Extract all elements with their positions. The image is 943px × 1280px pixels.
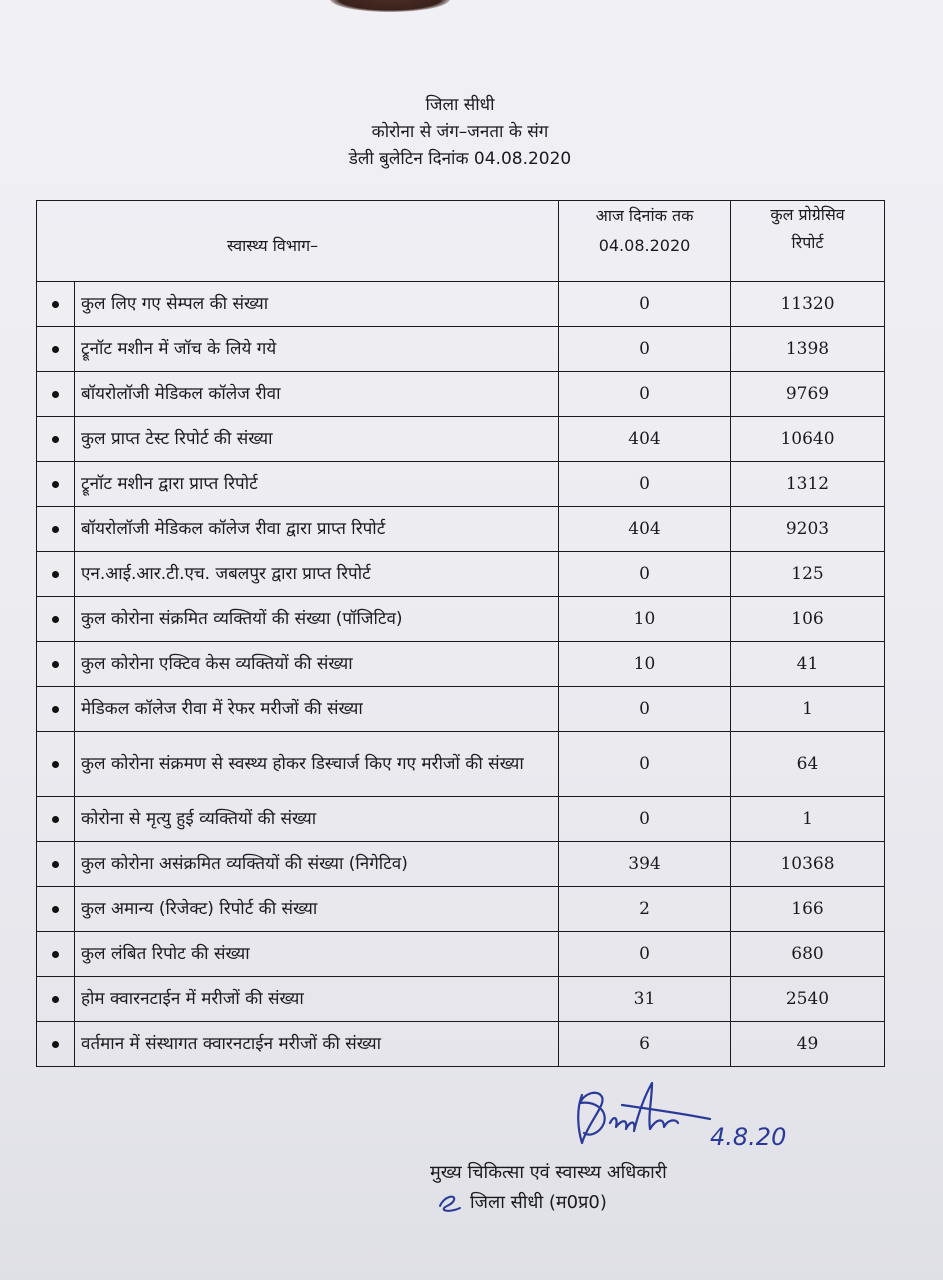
- bullet-cell: [37, 597, 75, 641]
- row-total-value: 49: [796, 1034, 819, 1054]
- row-label: होम क्वारनटाईन में मरीजों की संख्या: [75, 977, 559, 1021]
- table-row: [37, 597, 884, 642]
- row-today-value: 0: [559, 932, 731, 976]
- bullet-cell: [37, 507, 75, 551]
- bullet-icon: [52, 571, 59, 578]
- row-today-value: 31: [559, 977, 731, 1021]
- header-today-line1: आज दिनांक तक: [595, 206, 694, 225]
- row-total-value: 125: [791, 564, 824, 584]
- bullet-cell: [37, 372, 75, 416]
- bullet-cell: [37, 1022, 75, 1066]
- signature: [560, 1075, 830, 1165]
- bullet-icon: [52, 1041, 59, 1048]
- row-total-value: 10368: [780, 854, 835, 874]
- row-today-value: 0: [559, 687, 731, 731]
- bullet-icon: [52, 906, 59, 913]
- row-label: मेडिकल कॉलेज रीवा में रेफर मरीजों की संख्या: [75, 687, 559, 731]
- row-today-value: 404: [559, 507, 731, 551]
- table-row: [37, 372, 884, 417]
- signatory-place: जिला सीधी (म0प्र0): [470, 1192, 607, 1213]
- bullet-cell: [37, 887, 75, 931]
- row-total-value: 9203: [785, 519, 830, 539]
- row-total-value: 106: [791, 609, 824, 629]
- table-row: [37, 797, 884, 842]
- row-label: ट्रूनॉट मशीन में जॉच के लिये गये: [75, 327, 559, 371]
- campaign-slogan: कोरोना से जंग–जनता के संग: [371, 122, 549, 142]
- row-label: कुल अमान्य (रिजेक्ट) रिपोर्ट की संख्या: [75, 887, 559, 931]
- row-label: बॉयरोलॉजी मेडिकल कॉलेज रीवा: [75, 372, 559, 416]
- bullet-icon: [52, 951, 59, 958]
- bullet-icon: [52, 436, 59, 443]
- row-today-value: 10: [559, 642, 731, 686]
- row-label: कुल कोरोना संक्रमण से स्वस्थ्य होकर डिस्चार्ज किए गए मरीजों की संख्या: [75, 732, 559, 796]
- signature-date: 4.8.20: [710, 1123, 787, 1151]
- table-row: [37, 507, 884, 552]
- row-today-value: 2: [559, 887, 731, 931]
- table-row: [37, 327, 884, 372]
- signatory-block: [430, 1158, 667, 1218]
- row-today-value: 6: [559, 1022, 731, 1066]
- row-today-value: 0: [559, 462, 731, 506]
- row-today-value: 0: [559, 372, 731, 416]
- bullet-icon: [52, 301, 59, 308]
- bullet-icon: [52, 481, 59, 488]
- bullet-icon: [52, 996, 59, 1003]
- bullet-cell: [37, 282, 75, 326]
- row-label: कुल प्राप्त टेस्ट रिपोर्ट की संख्या: [75, 417, 559, 461]
- bullet-cell: [37, 977, 75, 1021]
- row-total-value: 41: [796, 654, 819, 674]
- initial-mark-icon: [434, 1190, 464, 1214]
- bullet-cell: [37, 842, 75, 886]
- header-today-line2: 04.08.2020: [598, 236, 691, 255]
- row-today-value: 0: [559, 797, 731, 841]
- bullet-cell: [37, 732, 75, 796]
- row-label: कोरोना से मृत्यु हुई व्यक्तियों की संख्या: [75, 797, 559, 841]
- table-row: [37, 1022, 884, 1066]
- row-total-value: 1398: [785, 339, 830, 359]
- bullet-cell: [37, 932, 75, 976]
- bullet-cell: [37, 642, 75, 686]
- bullet-icon: [52, 391, 59, 398]
- row-label: कुल लिए गए सेम्पल की संख्या: [75, 282, 559, 326]
- table-row: [37, 732, 884, 797]
- bullet-icon: [52, 706, 59, 713]
- row-today-value: 0: [559, 732, 731, 796]
- bullet-icon: [52, 816, 59, 823]
- row-total-value: 1312: [785, 474, 830, 494]
- row-today-value: 0: [559, 327, 731, 371]
- row-label: कुल लंबित रिपोट की संख्या: [75, 932, 559, 976]
- row-label: वर्तमान में संस्थागत क्वारनटाईन मरीजों की संख्या: [75, 1022, 559, 1066]
- header-progressive: [731, 201, 884, 281]
- signatory-place-line: [430, 1188, 667, 1218]
- row-today-value: 0: [559, 552, 731, 596]
- row-total-value: 64: [796, 754, 819, 774]
- bullet-cell: [37, 462, 75, 506]
- bullet-icon: [52, 346, 59, 353]
- header-progressive-line2: रिपोर्ट: [791, 233, 824, 252]
- header-department: [37, 201, 559, 281]
- row-total-value: 1: [802, 699, 813, 719]
- row-total-value: 11320: [780, 294, 835, 314]
- bulletin-date: डेली बुलेटिन दिनांक 04.08.2020: [348, 149, 572, 169]
- row-today-value: 394: [559, 842, 731, 886]
- bullet-cell: [37, 687, 75, 731]
- row-label: कुल कोरोना संक्रमित व्यक्तियों की संख्या (पॉजिटिव): [75, 597, 559, 641]
- bullet-cell: [37, 417, 75, 461]
- bullet-icon: [52, 526, 59, 533]
- row-total-value: 10640: [780, 429, 835, 449]
- row-today-value: 0: [559, 282, 731, 326]
- row-label: बॉयरोलॉजी मेडिकल कॉलेज रीवा द्वारा प्राप्त रिपोर्ट: [75, 507, 559, 551]
- bullet-icon: [52, 616, 59, 623]
- bullet-icon: [52, 761, 59, 768]
- header-department-label: स्वास्थ्य विभाग–: [227, 236, 319, 255]
- table-row: [37, 687, 884, 732]
- row-total-value: 9769: [785, 384, 830, 404]
- district-title: जिला सीधी: [425, 95, 495, 115]
- table-row: [37, 642, 884, 687]
- table-body: [37, 282, 884, 1066]
- table-row: [37, 552, 884, 597]
- table-row: [37, 842, 884, 887]
- row-label: ट्रूनॉट मशीन द्वारा प्राप्त रिपोर्ट: [75, 462, 559, 506]
- bullet-cell: [37, 552, 75, 596]
- row-label: एन.आई.आर.टी.एच. जबलपुर द्वारा प्राप्त रिपोर्ट: [75, 552, 559, 596]
- table-header-row: [37, 201, 884, 282]
- row-total-value: 2540: [785, 989, 830, 1009]
- table-row: [37, 977, 884, 1022]
- bulletin-table: [36, 200, 885, 1067]
- row-total-value: 166: [791, 899, 824, 919]
- signatory-designation: मुख्य चिकित्सा एवं स्वास्थ्य अधिकारी: [430, 1162, 667, 1183]
- row-label: कुल कोरोना असंक्रमित व्यक्तियों की संख्या (निगेटिव): [75, 842, 559, 886]
- row-total-value: 680: [791, 944, 824, 964]
- row-today-value: 404: [559, 417, 731, 461]
- row-total-value: 1: [802, 809, 813, 829]
- bullet-cell: [37, 797, 75, 841]
- table-row: [37, 462, 884, 507]
- table-row: [37, 932, 884, 977]
- bulletin-header: [300, 92, 620, 173]
- bullet-icon: [52, 861, 59, 868]
- bullet-icon: [52, 661, 59, 668]
- header-today: [559, 201, 731, 281]
- header-progressive-line1: कुल प्रोग्रेसिव: [770, 205, 845, 224]
- bullet-cell: [37, 327, 75, 371]
- row-today-value: 10: [559, 597, 731, 641]
- table-row: [37, 282, 884, 327]
- row-label: कुल कोरोना एक्टिव केस व्यक्तियों की संख्या: [75, 642, 559, 686]
- table-row: [37, 417, 884, 462]
- table-row: [37, 887, 884, 932]
- thumb-shadow: [330, 0, 450, 12]
